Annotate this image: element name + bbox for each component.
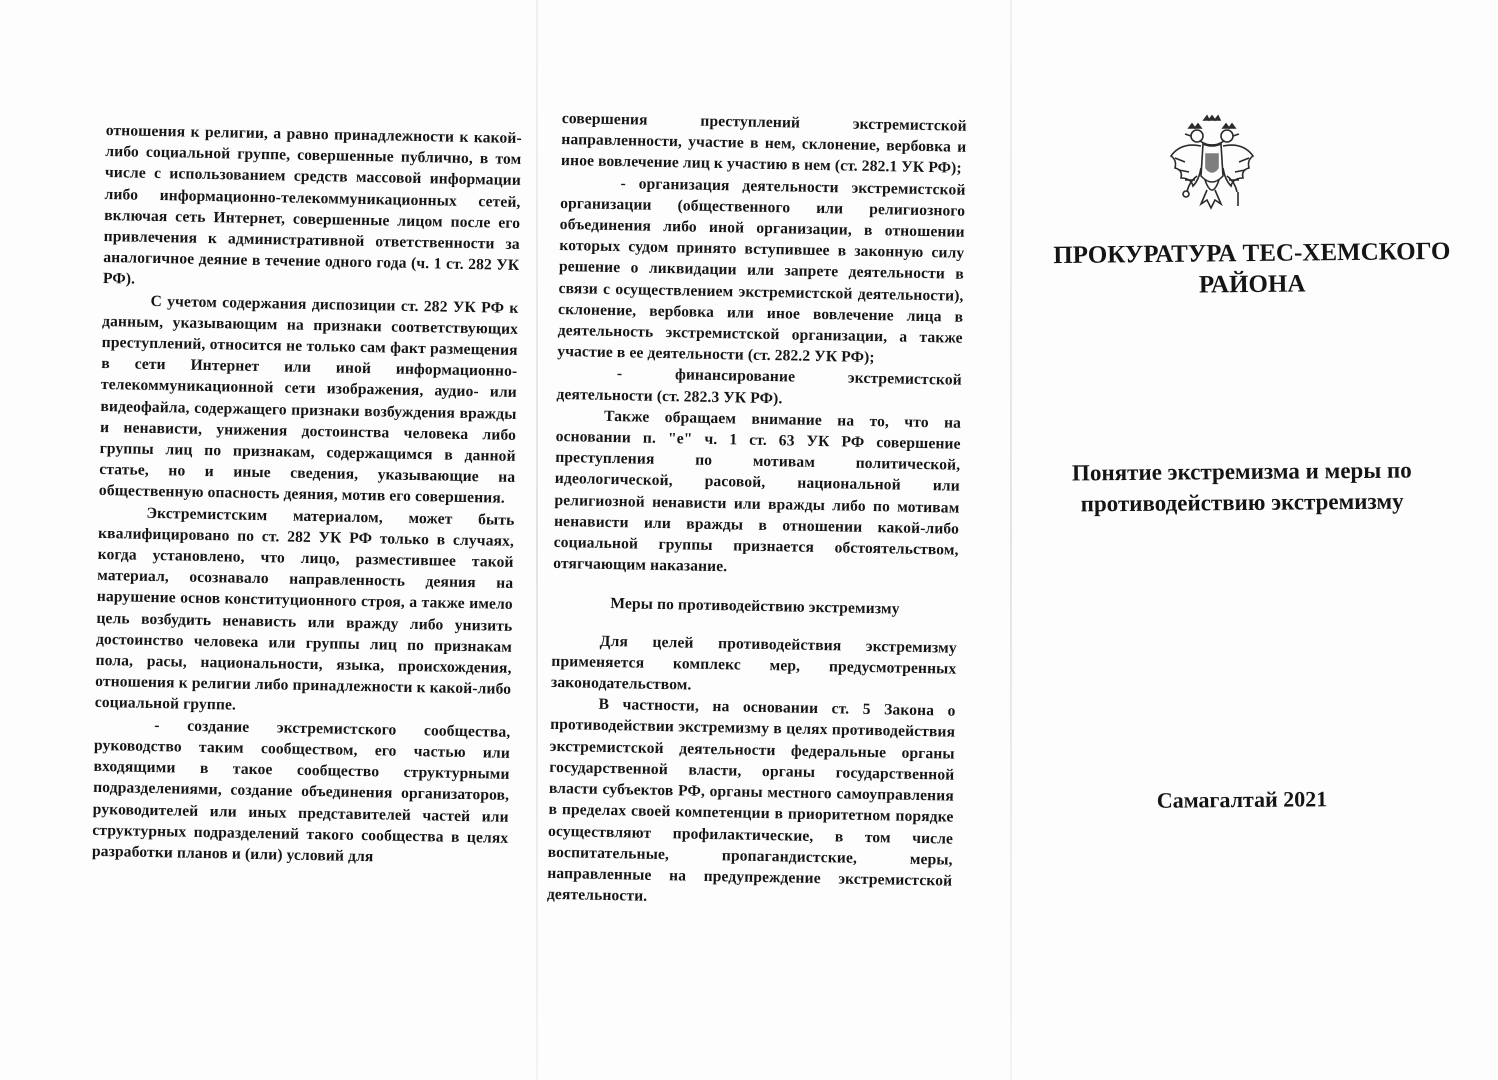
left-paragraph-2: С учетом содержания диспозиции ст. 282 УК РФ к данным, указывающим на признаки соответствующих преступлений, относится не только сам факт размещения в сети Интернет или иной информационно-телекоммуникационной сети изображения, аудио- или видеофайла, содержащего признаки возбуждения вражды и ненависти, унижения достоинства человека либо группы лиц по признакам, содержащимся в данной статье, но и иные сведения, указывающие на общественную опасность деяния, мотив его совершения. — [98, 292, 519, 508]
middle-panel — [547, 108, 967, 913]
middle-paragraph-3: - финансирование экстремистской деятельности (ст. 282.3 УК РФ). — [556, 365, 963, 407]
cover-panel — [1012, 0, 1498, 1080]
russian-coat-of-arms-icon — [1167, 114, 1257, 214]
middle-paragraph-4: Также обращаем внимание на то, что на основании п. "е" ч. 1 ст. 63 УК РФ совершение преступления по мотивам политической, идеологической, расовой, национальной или религиозной ненависти или вражды либо по мотивам ненависти или вражды в отношении какой-либо социальной группы признается обстоятельством, отягчающим наказание. — [553, 407, 962, 576]
document-title: Понятие экстремизма и меры по противодействию экстремизму — [1071, 457, 1412, 517]
place-and-year: Самагалтай 2021 — [1156, 786, 1328, 813]
left-paragraph-3: Экстремистским материалом, может быть квалифицировано по ст. 282 УК РФ только в случаях, когда установлено, что лицо, разместившее такой материал, осознавало направленность деяния на нарушение основ конституционного строя, а также имело цель возбудить ненависть или вражду либо унизить достоинство человека или группы лиц по признакам пола, расы, национальности, языка, происхождения, отношения к религии либо принадлежности к какой-либо социальной группе. — [94, 504, 515, 715]
middle-paragraph-5: Для целей противодействия экстремизму применяется комплекс мер, предусмотренных законодательством. — [550, 632, 957, 694]
middle-paragraph-6: В частности, на основании ст. 5 Закона о противодействии экстремизму в целях противодействия экстремистской деятельности федеральные органы государственной власти, органы государственной власти субъектов РФ, органы местного самоуправления в пределах своей компетенции в приоритетном порядке осуществляют профилактические, в том числе воспитательные, пропагандистские, меры, направленные на предупреждение экстремистской деятельности. — [546, 696, 956, 905]
middle-paragraph-1: совершения преступлений экстремистской направленности, участие в нем, склонение, вербовка и иное вовлечение лиц к участию в нем (ст. 282.1 УК РФ); — [560, 109, 967, 178]
left-paragraph-4: - создание экстремистского сообщества, руководство таким сообществом, его частью или входящими в такое сообщество структурными подразделениями, создание объединения организаторов, руководителей или иных представителей частей или структурных подразделений такого сообщества в целях разработки планов и (или) условий для — [91, 716, 511, 866]
fold-line-left — [536, 0, 538, 1080]
left-panel — [92, 120, 522, 870]
middle-paragraph-2: - организация деятельности экстремистской организации (общественного или религиозного объединения либо иной организации, в отношении которых судом принято вступившее в законную силу решение о ликвидации или запрете деятельности в связи с осуществлением экстремистской деятельности), склонение, вербовка или иное вовлечение лица в деятельность экстремистской организации, а также участие в ее деятельности (ст. 282.2 УК РФ); — [557, 174, 966, 367]
organization-title: ПРОКУРАТУРА ТЕС-ХЕМСКОГО РАЙОНА — [1053, 237, 1451, 299]
left-paragraph-1: отношения к религии, а равно принадлежности к какой-либо социальной группе, совершенные публично, в том числе с использованием средств массовой информации либо информационно-телекоммуникационных сетей, включая сеть Интернет, совершенные лицом после его привлечения к административной ответственности за аналогичное деяние в течение одного года (ч. 1 ст. 282 УК РФ). — [102, 121, 522, 289]
section-title: Меры по противодействию экстремизму — [610, 595, 900, 619]
